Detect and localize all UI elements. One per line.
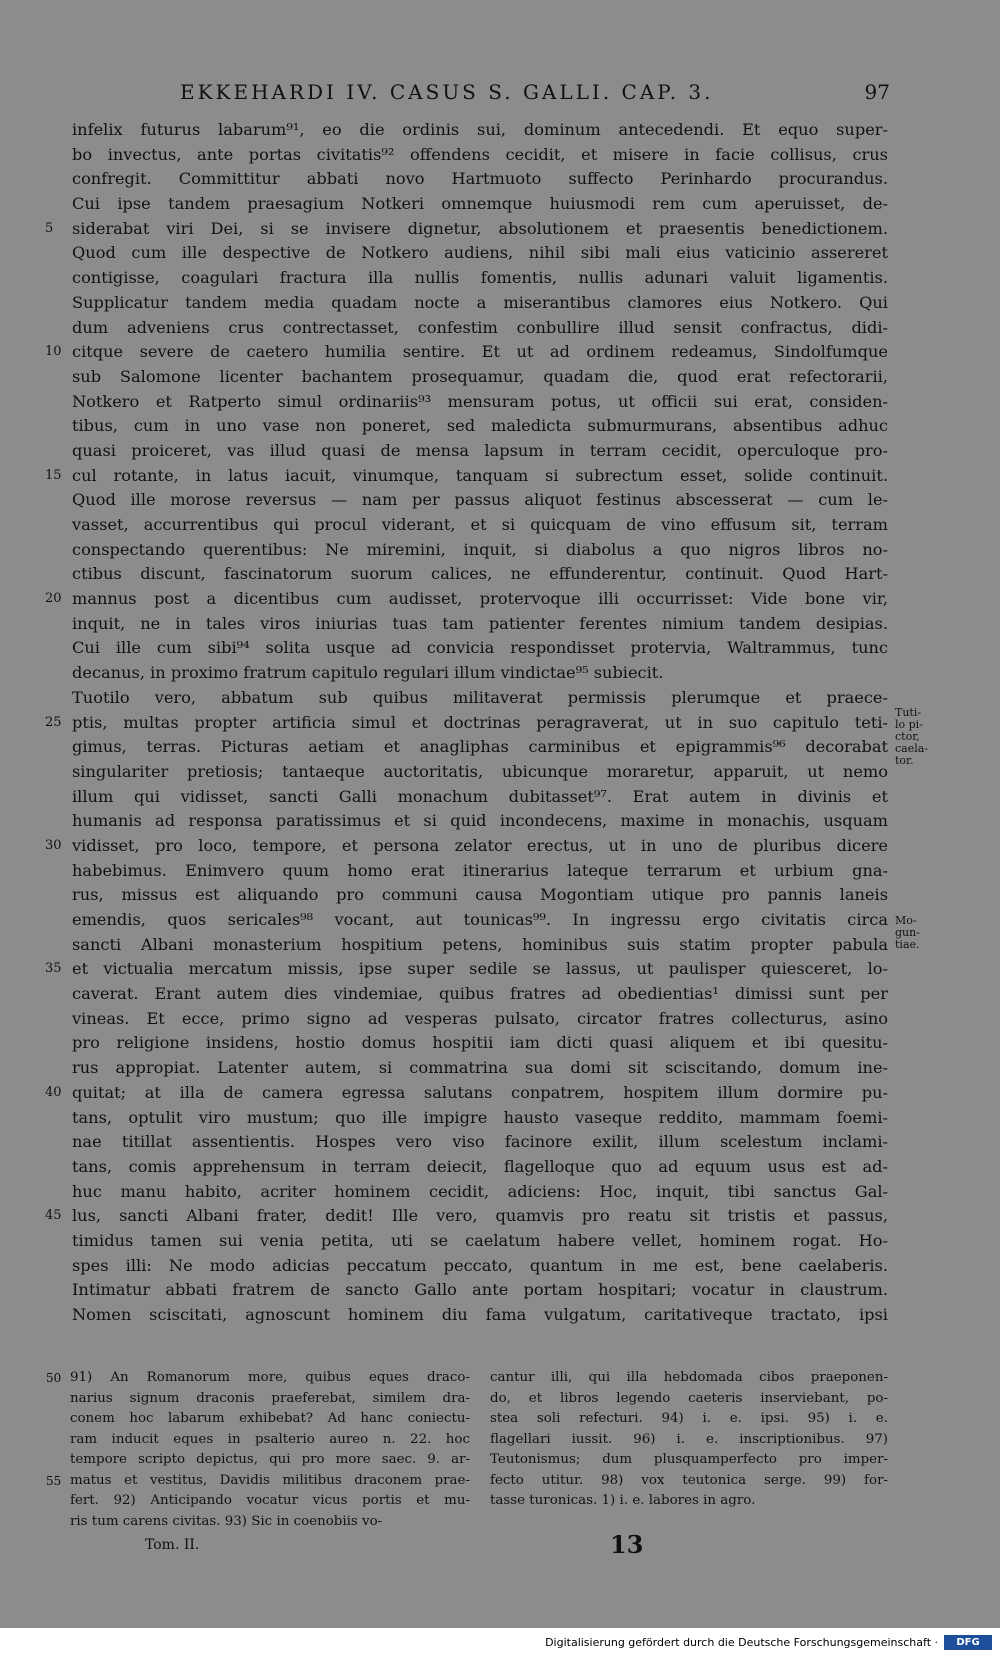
line-text: Supplicatur tandem media quadam nocte a miserantibus clamores eius Notkero. Qui (72, 292, 888, 312)
line-number: 25 (45, 714, 62, 730)
line-text: bo invectus, ante portas civitatis⁹² offendens cecidit, et misere in facie collisus, crus (72, 144, 888, 164)
line-number: 30 (45, 837, 62, 853)
line-text: siderabat viri Dei, si se invisere dignetur, absolutionem et praesentis benedictionem. (72, 218, 888, 238)
line-text: rus, missus est aliquando pro communi causa Mogontiam utique pro pannis laneis (72, 885, 888, 905)
text-line (72, 365, 888, 390)
line-text: dum adveniens crus contrectasset, confestim conbullire illud sensit confractus, didi- (72, 317, 888, 337)
line-number: 20 (45, 591, 62, 607)
line-text: Nomen sciscitati, agnoscunt hominem diu fama vulgatum, caritativeque tractato, ipsi (72, 1305, 888, 1324)
footnote-line (490, 1389, 888, 1410)
line-text: rus appropiat. Latenter autem, si commatrina sua domi sit sciscitando, domum ine- (72, 1058, 888, 1078)
line-text: Notkero et Ratperto simul ordinariis⁹³ mensuram potus, ut officii sui erat, considen- (72, 391, 888, 411)
line-number: 45 (45, 1208, 62, 1224)
line-number: 50 (46, 1371, 62, 1385)
line-text: et victualia mercatum missis, ipse super sedile se lassus, ut paulisper quiesceret, lo- (72, 959, 888, 979)
line-text: Quod ille morose reversus — nam per passus aliquot festinus abscesserat — cum le- (72, 490, 888, 510)
line-text: timidus tamen sui venia petita, uti se caelatum habere vellet, hominem rogat. Ho- (72, 1230, 888, 1250)
volume-mark: Tom. II. (145, 1537, 200, 1553)
footnote-text: fecto utitur. 98) vox teutonica serge. 99) for- (490, 1472, 888, 1488)
footnote-line (46, 1471, 470, 1492)
footnote-line (70, 1430, 470, 1451)
line-number: 35 (45, 961, 62, 977)
footnote-text: fert. 92) Anticipando vocatur vicus portis et mu- (70, 1493, 470, 1508)
text-line (72, 1130, 888, 1155)
line-text: pro religione insidens, hostio domus hospitii iam dicti quasi aliquem et ibi quesitu- (72, 1033, 888, 1053)
text-line (72, 538, 888, 563)
text-line (72, 390, 888, 415)
text-line (72, 1007, 888, 1032)
text-line (72, 785, 888, 810)
line-text: tibus, cum in uno vase non poneret, sed maledicta submurmurans, absentibus adhuc (72, 416, 888, 436)
text-line (72, 1278, 888, 1303)
footnote-line (70, 1491, 470, 1512)
line-text: cul rotante, in latus iacuit, vinumque, tanquam si subrectum esset, solide continuit. (72, 465, 888, 485)
line-text: caverat. Erant autem dies vindemiae, quibus fratres ad obedientias¹ dimissi sunt per (72, 984, 888, 1004)
line-text: habebimus. Enimvero quum homo erat itinerarius lateque terrarum et urbium gna- (72, 860, 888, 880)
text-line (72, 1180, 888, 1205)
footnote-line (490, 1450, 888, 1471)
dfg-logo: DFG (944, 1635, 992, 1650)
running-header (180, 80, 890, 110)
line-text: decanus, in proximo fratrum capitulo regulari illum vindictae⁹⁵ subiecit. (72, 663, 664, 683)
line-text: contigisse, coagulari fractura illa nullis fomentis, nullis adunari valuit ligamentis. (72, 268, 888, 288)
line-text: Cui ille cum sibi⁹⁴ solita usque ad convicia respondisset protervia, Waltrammus, tunc (72, 638, 888, 658)
line-text: nae titillat assentientis. Hospes vero viso facinore exilit, illum scelestum inclami- (72, 1132, 888, 1152)
footnote-line (70, 1389, 470, 1410)
text-line (72, 1106, 888, 1131)
text-line (72, 1031, 888, 1056)
line-text: vineas. Et ecce, primo signo ad vesperas pulsato, circator fratres collecturus, asino (72, 1008, 888, 1028)
text-line (72, 982, 888, 1007)
line-number: 15 (45, 467, 62, 483)
text-line (72, 192, 888, 217)
line-text: vidisset, pro loco, tempore, et persona zelator erectus, ut in uno de pluribus dicere (72, 835, 888, 855)
text-line (72, 167, 888, 192)
line-text: ctibus discunt, fascinatorum suorum calices, ne effunderentur, continuit. Quod Hart- (72, 564, 888, 584)
footnote-line (46, 1368, 470, 1389)
footnote-line (490, 1471, 888, 1492)
line-number: 55 (46, 1473, 62, 1488)
text-line (72, 1254, 888, 1279)
footnote-text: Teutonismus; dum plusquamperfecto pro imper- (490, 1452, 888, 1467)
margin-note-tutilo: Tuti- lo pi- ctor, caela- tor. (895, 706, 929, 767)
line-text: tans, comis apprehensum in terram deiecit, flagelloque quo ad equum usus est ad- (72, 1156, 888, 1176)
line-text: inquit, ne in tales viros iniurias tuas tam patienter ferentes nimium tandem desipias. (72, 613, 888, 633)
signature-mark: 13 (610, 1530, 644, 1559)
text-line (72, 735, 888, 760)
text-line (72, 488, 888, 513)
line-text: gimus, terras. Picturas aetiam et anagliphas carminibus et epigrammis⁹⁶ decorabat (72, 737, 888, 757)
footnote-text: ram inducit eques in psalterio aureo n. 22. hoc (70, 1431, 470, 1447)
text-line (72, 562, 888, 587)
text-line (45, 217, 888, 242)
text-line (45, 1204, 888, 1229)
line-text: singulariter pretiosis; tantaeque auctoritatis, ubicunque moraretur, apparuit, ut nemo (72, 761, 888, 781)
text-line (72, 933, 888, 958)
text-line (72, 414, 888, 439)
line-text: conspectando querentibus: Ne miremini, inquit, si diabolus a quo nigros libros no- (72, 539, 888, 559)
text-line (72, 439, 888, 464)
footnote-line (490, 1491, 888, 1512)
footnote-text: flagellari iussit. 96) i. e. inscriptionibus. 97) (490, 1431, 888, 1447)
line-text: quitat; at illa de camera egressa salutans conpatrem, hospitem illum dormire pu- (72, 1082, 888, 1102)
footnote-line (70, 1450, 470, 1471)
text-line (72, 1056, 888, 1081)
text-line (72, 809, 888, 834)
footnote-text: narius signum draconis praeferebat, similem dra- (70, 1390, 470, 1406)
footnote-text: tasse turonicas. 1) i. e. labores in agro. (490, 1493, 756, 1508)
line-text: humanis ad responsa paratissimus et si quid incondecens, maxime in monachis, usquam (72, 811, 888, 831)
line-text: quasi proiceret, vas illud quasi de mensa lapsum in terram cecidit, operculoque pro- (72, 440, 888, 460)
footnote-line (490, 1430, 888, 1451)
text-line (45, 464, 888, 489)
footnote-line (490, 1368, 888, 1389)
footnote-line (70, 1409, 470, 1430)
funding-notice: Digitalisierung gefördert durch die Deutsche Forschungsgemeinschaft · (545, 1636, 938, 1649)
text-line (72, 266, 888, 291)
line-text: tans, optulit viro mustum; quo ille impigre hausto vaseque reddito, mammam foemi- (72, 1107, 888, 1127)
line-text: spes illi: Ne modo adicias peccatum peccato, quantum in me est, bene caelaberis. (72, 1255, 888, 1275)
line-text: Tuotilo vero, abbatum sub quibus militaverat permissis plerumque et praece- (72, 687, 888, 707)
text-line (45, 340, 888, 365)
line-text: Cui ipse tandem praesagium Notkeri omnemque huiusmodi rem cum aperuisset, de- (72, 194, 888, 214)
margin-note-moguntiae: Mo- gun- tiae. (895, 914, 920, 951)
text-line (72, 1303, 888, 1328)
text-line (72, 118, 888, 143)
text-line (45, 711, 888, 736)
line-text: ptis, multas propter artificia simul et doctrinas peragraverat, ut in suo capitulo teti- (72, 712, 888, 732)
page-number: 97 (864, 80, 890, 104)
text-line (45, 834, 888, 859)
footnote-text: tempore scripto depictus, qui pro more saec. 9. ar- (70, 1452, 470, 1467)
main-text (45, 118, 888, 1328)
line-number: 10 (45, 344, 62, 360)
footnote-text: matus et vestitus, Davidis militibus draconem prae- (70, 1472, 470, 1488)
text-line (72, 859, 888, 884)
text-line (72, 316, 888, 341)
line-text: lus, sancti Albani frater, dedit! Ille vero, quamvis pro reatu sit tristis et passus, (72, 1206, 888, 1226)
line-text: Intimatur abbati fratrem de sancto Gallo ante portam hospitari; vocatur in claustrum. (72, 1280, 888, 1300)
footnotes-left-column (46, 1368, 470, 1532)
line-text: emendis, quos sericales⁹⁸ vocant, aut tounicas⁹⁹. In ingressu ergo civitatis circa (72, 910, 888, 929)
line-text: mannus post a dicentibus cum audisset, protervoque illi occurrisset: Vide bone vir, (72, 589, 888, 609)
text-line (72, 143, 888, 168)
text-line (45, 1081, 888, 1106)
text-line (72, 1155, 888, 1180)
text-line (45, 587, 888, 612)
footnote-line (490, 1409, 888, 1430)
line-text: huc manu habito, acriter hominem cecidit, adiciens: Hoc, inquit, tibi sanctus Gal- (72, 1181, 888, 1201)
line-text: citque severe de caetero humilia sentire. Et ut ad ordinem redeamus, Sindolfumque (72, 342, 888, 362)
text-line (72, 883, 888, 908)
text-line (72, 760, 888, 785)
footnote-text: ris tum carens civitas. 93) Sic in coenobiis vo- (70, 1513, 383, 1529)
line-text: illum qui vidisset, sancti Galli monachum dubitasset⁹⁷. Erat autem in divinis et (72, 786, 888, 806)
footnote-text: stea soli refecturi. 94) i. e. ipsi. 95) i. e. (490, 1411, 888, 1426)
line-number: 40 (45, 1084, 62, 1100)
digitization-footer (0, 1628, 1000, 1658)
footnote-text: cantur illi, qui illa hebdomada cibos praeponen- (490, 1370, 888, 1385)
line-text: vasset, accurrentibus qui procul viderant, et si quicquam de vino effusum sit, terram (72, 515, 888, 534)
running-title: EKKEHARDI IV. CASUS S. GALLI. CAP. 3. (180, 80, 714, 104)
text-line (72, 513, 888, 538)
text-line (72, 1229, 888, 1254)
line-text: infelix futurus labarum⁹¹, eo die ordinis sui, dominum antecedendi. Et equo super- (72, 120, 888, 139)
text-line (72, 241, 888, 266)
text-line (45, 957, 888, 982)
line-text: sub Salomone licenter bachantem prosequamur, quadam die, quod erat refectorarii, (72, 366, 888, 386)
line-text: sancti Albani monasterium hospitium petens, hominibus suis statim propter pabula (72, 934, 888, 954)
text-line (72, 636, 888, 661)
line-number: 5 (45, 220, 54, 236)
footnote-text: do, et libros legendo caeteris inserviebant, po- (490, 1390, 888, 1406)
text-line (72, 686, 888, 711)
line-text: confregit. Committitur abbati novo Hartmuoto suffecto Perinhardo procurandus. (72, 169, 888, 189)
footnote-line (70, 1512, 470, 1533)
footnotes-right-column (490, 1368, 888, 1512)
text-line (72, 661, 888, 686)
line-text: Quod cum ille despective de Notkero audiens, nihil sibi mali eius vaticinio assereret (72, 243, 888, 263)
footnote-text: 91) An Romanorum more, quibus eques draco- (70, 1370, 470, 1385)
text-line (72, 612, 888, 637)
footnote-text: conem hoc labarum exhibebat? Ad hanc coniectu- (70, 1411, 470, 1426)
text-line (72, 291, 888, 316)
text-line (72, 908, 888, 933)
